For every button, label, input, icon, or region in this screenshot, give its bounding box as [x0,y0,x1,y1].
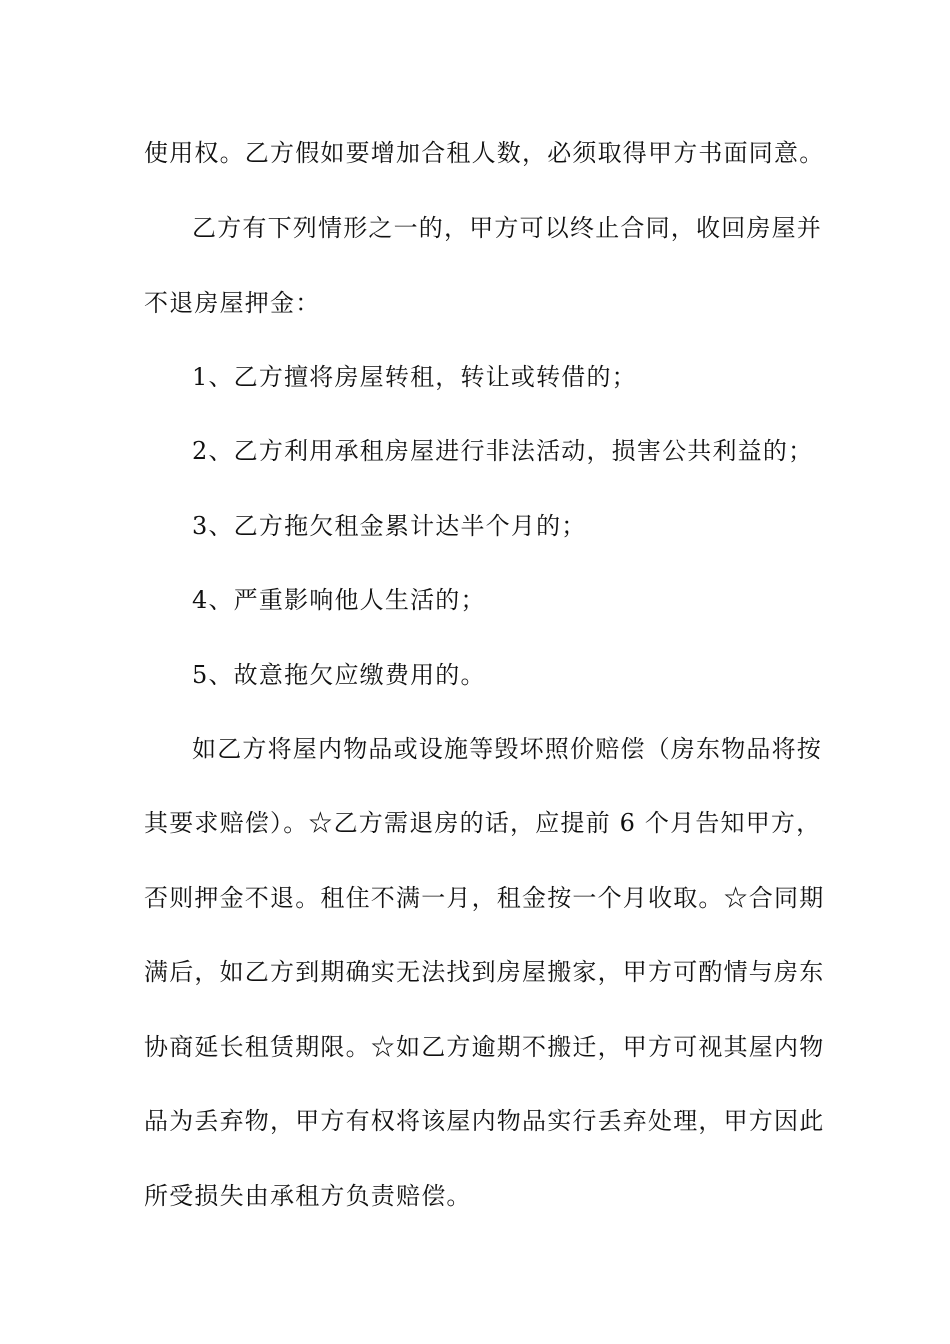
list-item: 3、乙方拖欠租金累计达半个月的； [192,512,587,540]
list-item: 1、乙方擅将房屋转租，转让或转借的； [192,363,637,391]
text-line: 不退房屋押金： [144,289,321,317]
list-item: 2、乙方利用承租房屋进行非法活动，损害公共利益的； [192,437,814,465]
text-line: 乙方有下列情形之一的，甲方可以终止合同，收回房屋并 [192,214,822,242]
list-item: 4、严重影响他人生活的； [192,586,486,614]
text-line: 否则押金不退。租住不满一月，租金按一个月收取。☆合同期 [144,884,825,912]
text-line: 如乙方将屋内物品或设施等毁坏照价赔偿（房东物品将按 [192,735,822,763]
text-line: 其要求赔偿）。☆乙方需退房的话，应提前 6 个月告知甲方， [144,809,822,837]
list-item: 5、故意拖欠应缴费用的。 [192,661,486,689]
text-line: 使用权。乙方假如要增加合租人数，必须取得甲方书面同意。 [144,139,825,167]
text-line: 品为丢弃物，甲方有权将该屋内物品实行丢弃处理，甲方因此 [144,1107,825,1135]
text-line: 协商延长租赁期限。☆如乙方逾期不搬迁，甲方可视其屋内物 [144,1033,825,1061]
text-line: 满后，如乙方到期确实无法找到房屋搬家，甲方可酌情与房东 [144,958,825,986]
text-line: 所受损失由承租方负责赔偿。 [144,1182,472,1210]
